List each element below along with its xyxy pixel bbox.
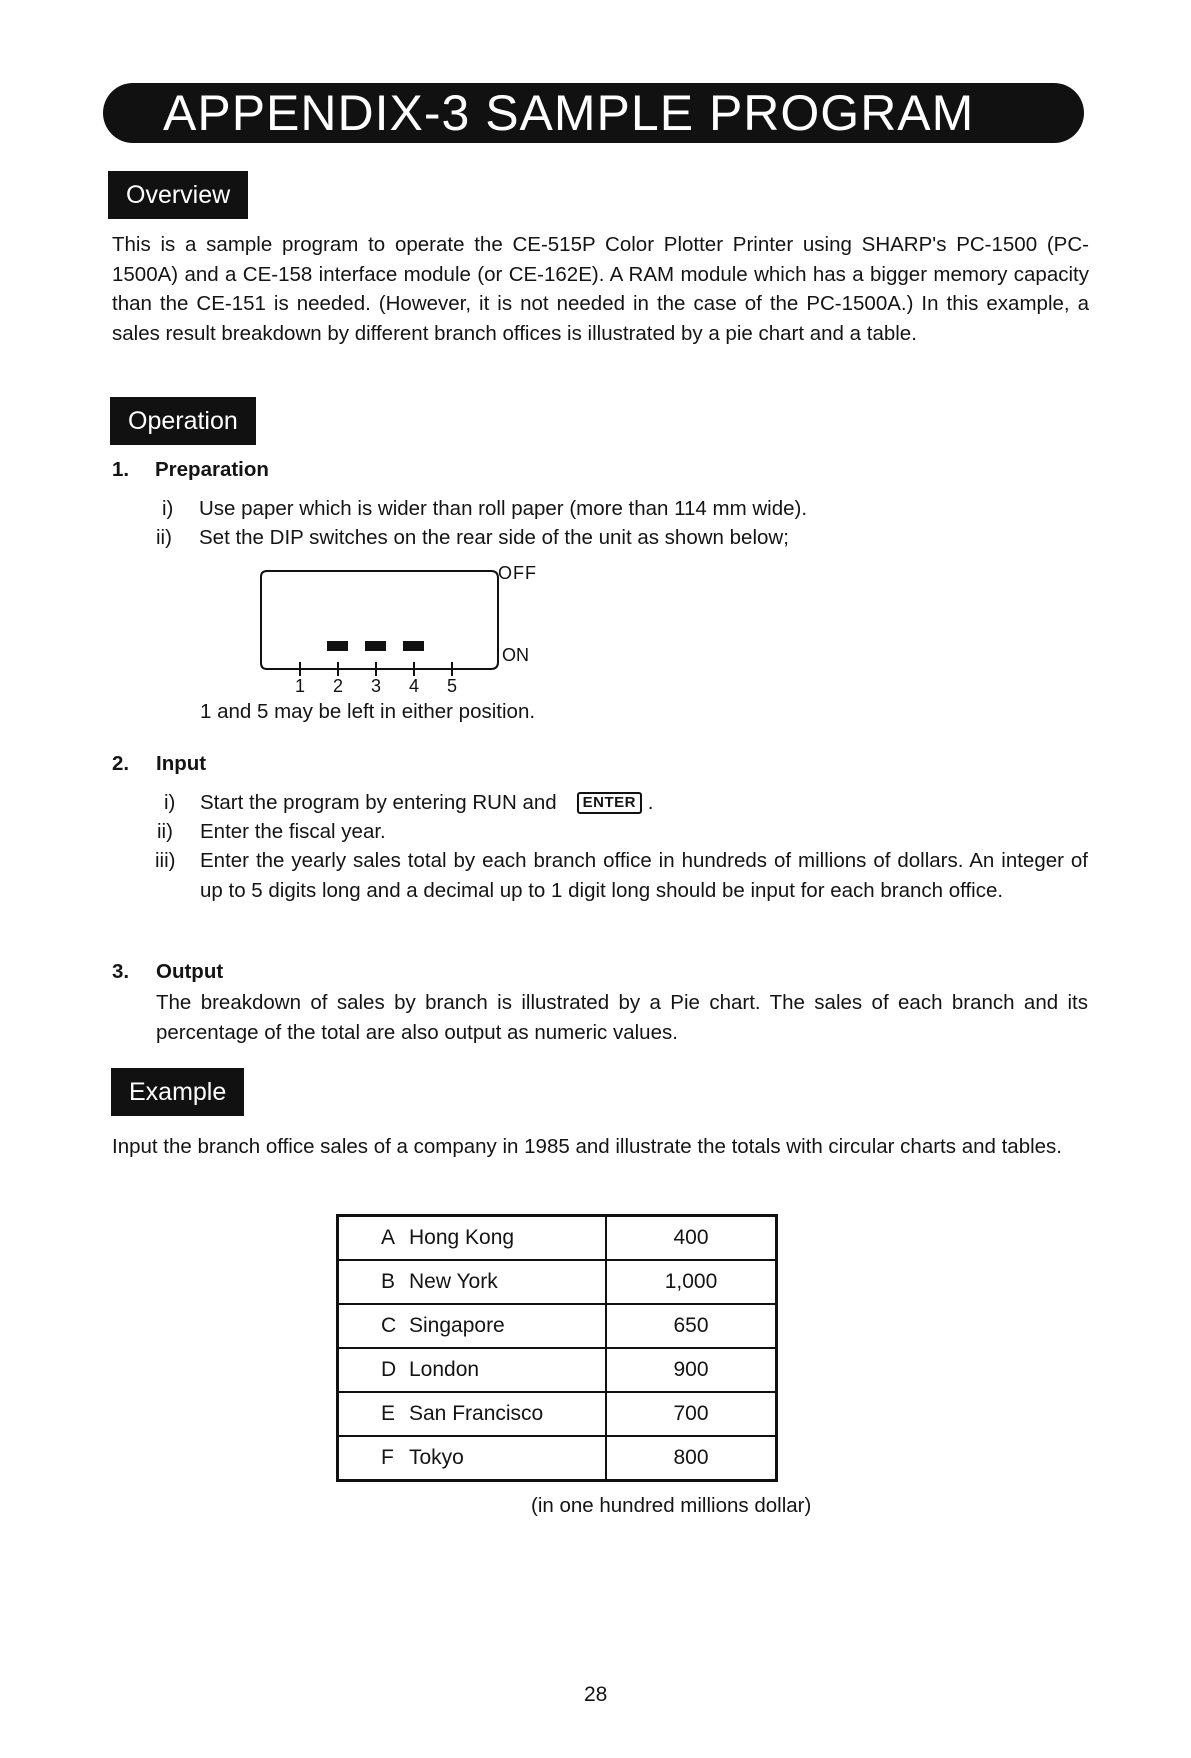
step-3-text: The breakdown of sales by branch is illustrated by a Pie chart. The sales of each branch and its percentage of the total are also output as numeric values. (156, 991, 1088, 1044)
page-title: APPENDIX-3 SAMPLE PROGRAM (103, 83, 1084, 143)
table-row (338, 1436, 777, 1481)
dip-switch-2 (327, 641, 348, 651)
step-1-number: 1. (112, 458, 130, 481)
branch-code: A (381, 1226, 396, 1249)
sales-table (336, 1214, 778, 1482)
branch-name: New York (409, 1270, 498, 1293)
branch-sales: 1,000 (606, 1260, 777, 1304)
dip-on-label: ON (502, 645, 529, 665)
branch-sales: 400 (606, 1216, 777, 1261)
dip-number-3: 3 (370, 676, 382, 696)
branch-code: B (381, 1270, 396, 1293)
step-2-item-1-label: i) (164, 791, 176, 814)
step-2-number: 2. (112, 752, 130, 775)
step-1-item-1-label: i) (162, 497, 174, 520)
branch-sales: 700 (606, 1392, 777, 1436)
page-number: 28 (584, 1683, 608, 1706)
dip-switch-diagram (255, 560, 575, 700)
step-1-item-2-text: Set the DIP switches on the rear side of the unit as shown below; (199, 526, 789, 549)
step-2-item-2-label: ii) (157, 820, 173, 843)
step-2-item-1-text: Start the program by entering RUN and (200, 791, 557, 814)
step-2-item-1 (200, 788, 1080, 818)
dip-caption: 1 and 5 may be left in either position. (200, 700, 536, 723)
step-3-title: Output (156, 960, 224, 983)
step-2-item-1-after: . (647, 791, 654, 814)
branch-code: E (381, 1402, 396, 1425)
branch-name: San Francisco (409, 1402, 544, 1425)
branch-code: C (381, 1314, 397, 1337)
table-row (338, 1348, 777, 1392)
branch-name: Hong Kong (409, 1226, 515, 1249)
step-1-title: Preparation (155, 458, 269, 481)
step-2-item-2-text: Enter the fiscal year. (200, 820, 386, 843)
branch-sales: 650 (606, 1304, 777, 1348)
step-2-item-3-label: iii) (155, 849, 176, 872)
enter-key: ENTER (577, 792, 642, 814)
branch-name: Singapore (409, 1314, 505, 1337)
example-heading: Example (111, 1068, 244, 1116)
step-1-item-2-label: ii) (156, 526, 172, 549)
dip-switch-4 (403, 641, 424, 651)
dip-number-1: 1 (294, 676, 306, 696)
overview-paragraph: This is a sample program to operate the CE-515P Color Plotter Printer using SHARP's PC-1500 (PC-1500A) and a CE-158 interface module (or CE-162E). A RAM module which has a bigger memory capacity than the CE-151 is needed. (However, it is not needed in the case of the PC-1500A.) In this example, a sales result breakdown by different branch offices is illustrated by a pie chart and a table. (112, 233, 1089, 345)
dip-switch-3 (365, 641, 386, 651)
table-row (338, 1260, 777, 1304)
dip-off-label: OFF (498, 563, 537, 583)
branch-sales: 900 (606, 1348, 777, 1392)
table-row (338, 1216, 777, 1261)
step-2-title: Input (156, 752, 207, 775)
step-3-number: 3. (112, 960, 130, 983)
example-paragraph: Input the branch office sales of a company in 1985 and illustrate the totals with circular charts and tables. (112, 1135, 1062, 1158)
table-row (338, 1304, 777, 1348)
branch-name: London (409, 1358, 480, 1381)
overview-heading: Overview (108, 171, 248, 219)
table-row (338, 1392, 777, 1436)
dip-number-4: 4 (408, 676, 420, 696)
branch-code: D (381, 1358, 397, 1381)
dip-number-2: 2 (332, 676, 344, 696)
step-2-item-3-text: Enter the yearly sales total by each branch office in hundreds of millions of dollars. An integer of up to 5 digits long and a decimal up to 1 digit long should be input for each branch office. (200, 849, 1088, 902)
branch-name: Tokyo (409, 1446, 464, 1469)
operation-heading: Operation (110, 397, 256, 445)
table-unit-note: (in one hundred millions dollar) (531, 1494, 812, 1517)
branch-code: F (381, 1446, 394, 1469)
step-1-item-1-text: Use paper which is wider than roll paper (more than 114 mm wide). (199, 497, 808, 520)
dip-number-5: 5 (446, 676, 458, 696)
branch-sales: 800 (606, 1436, 777, 1481)
